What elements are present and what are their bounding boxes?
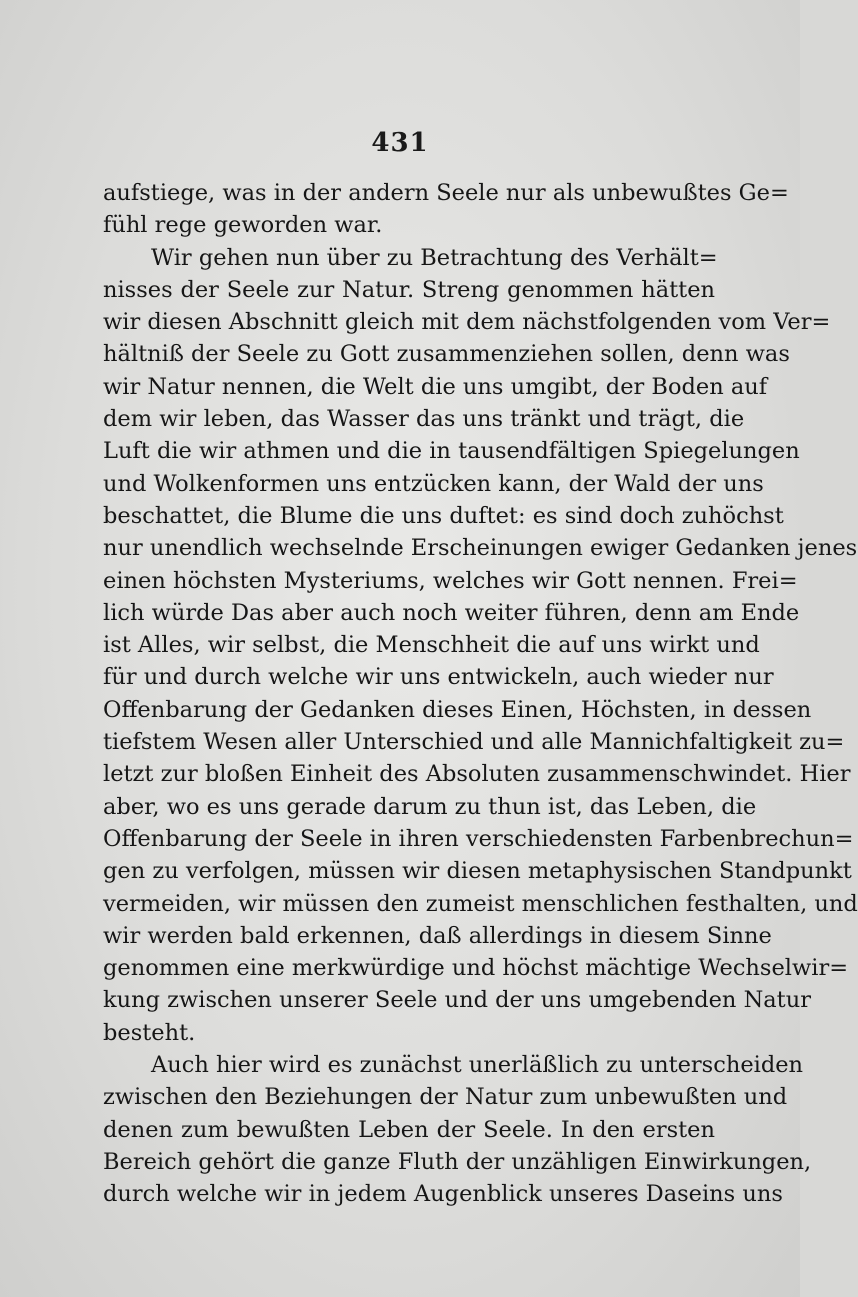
text-line: hältniß der Seele zu Gott zusammenziehen sollen, denn was (103, 341, 790, 368)
text-line: fühl rege geworden war. (103, 212, 383, 239)
text-line: dem wir leben, das Wasser das uns tränkt und trägt, die (103, 406, 745, 433)
text-line: ist Alles, wir selbst, die Menschheit die auf uns wirkt und (103, 632, 760, 659)
text-line: nisses der Seele zur Natur. Streng genommen hätten (103, 276, 715, 303)
text-line: lich würde Das aber auch noch weiter führen, denn am Ende (103, 599, 800, 626)
page-number: 431 (371, 128, 429, 158)
paragraph (103, 1049, 812, 1210)
text-line: besteht. (103, 1019, 196, 1046)
text-line: aber, wo es uns gerade darum zu thun ist, das Leben, die (103, 793, 757, 820)
text-line: gen zu verfolgen, müssen wir diesen metaphysischen Standpunkt (103, 858, 852, 885)
text-line: beschattet, die Blume die uns duftet: es sind doch zuhöchst (103, 502, 784, 529)
text-line: genommen eine merkwürdige und höchst mächtige Wechselwir= (103, 955, 849, 982)
text-line: kung zwischen unserer Seele und der uns umgebenden Natur (103, 987, 811, 1014)
text-line: tiefstem Wesen aller Unterschied und alle Mannichfaltigkeit zu= (103, 729, 845, 756)
text-line: Bereich gehört die ganze Fluth der unzähligen Einwirkungen, (103, 1148, 812, 1175)
text-line: nur unendlich wechselnde Erscheinungen ewiger Gedanken jenes (103, 535, 858, 562)
text-line: zwischen den Beziehungen der Natur zum unbewußten und (103, 1084, 788, 1111)
paragraph (103, 242, 858, 1049)
text-line: durch welche wir in jedem Augenblick unseres Daseins uns (103, 1181, 783, 1208)
text-line: denen zum bewußten Leben der Seele. In den ersten (103, 1116, 715, 1143)
text-line: einen höchsten Mysteriums, welches wir Gott nennen. Frei= (103, 567, 798, 594)
text-line: Auch hier wird es zunächst unerläßlich zu unterscheiden (151, 1052, 804, 1079)
text-line: vermeiden, wir müssen den zumeist menschlichen festhalten, und (103, 890, 858, 917)
text-line: wir diesen Abschnitt gleich mit dem nächstfolgenden vom Ver= (103, 309, 831, 336)
text-line: Offenbarung der Seele in ihren verschiedensten Farbenbrechun= (103, 825, 854, 852)
text-line: Wir gehen nun über zu Betrachtung des Verhält= (151, 244, 718, 271)
text-line: wir werden bald erkennen, daß allerdings in diesem Sinne (103, 922, 772, 949)
text-line: für und durch welche wir uns entwickeln, auch wieder nur (103, 664, 774, 691)
text-line: Luft die wir athmen und die in tausendfältigen Spiegelungen (103, 438, 800, 465)
text-line: und Wolkenformen uns entzücken kann, der Wald der uns (103, 470, 764, 497)
text-line: letzt zur bloßen Einheit des Absoluten zusammenschwindet. Hier (103, 761, 851, 788)
body-text (103, 177, 858, 1211)
text-line: aufstiege, was in der andern Seele nur als unbewußtes Ge= (103, 180, 789, 206)
text-line: wir Natur nennen, die Welt die uns umgibt, der Boden auf (103, 373, 768, 400)
text-line: Offenbarung der Gedanken dieses Einen, Höchsten, in dessen (103, 696, 812, 723)
paragraph (103, 177, 789, 242)
